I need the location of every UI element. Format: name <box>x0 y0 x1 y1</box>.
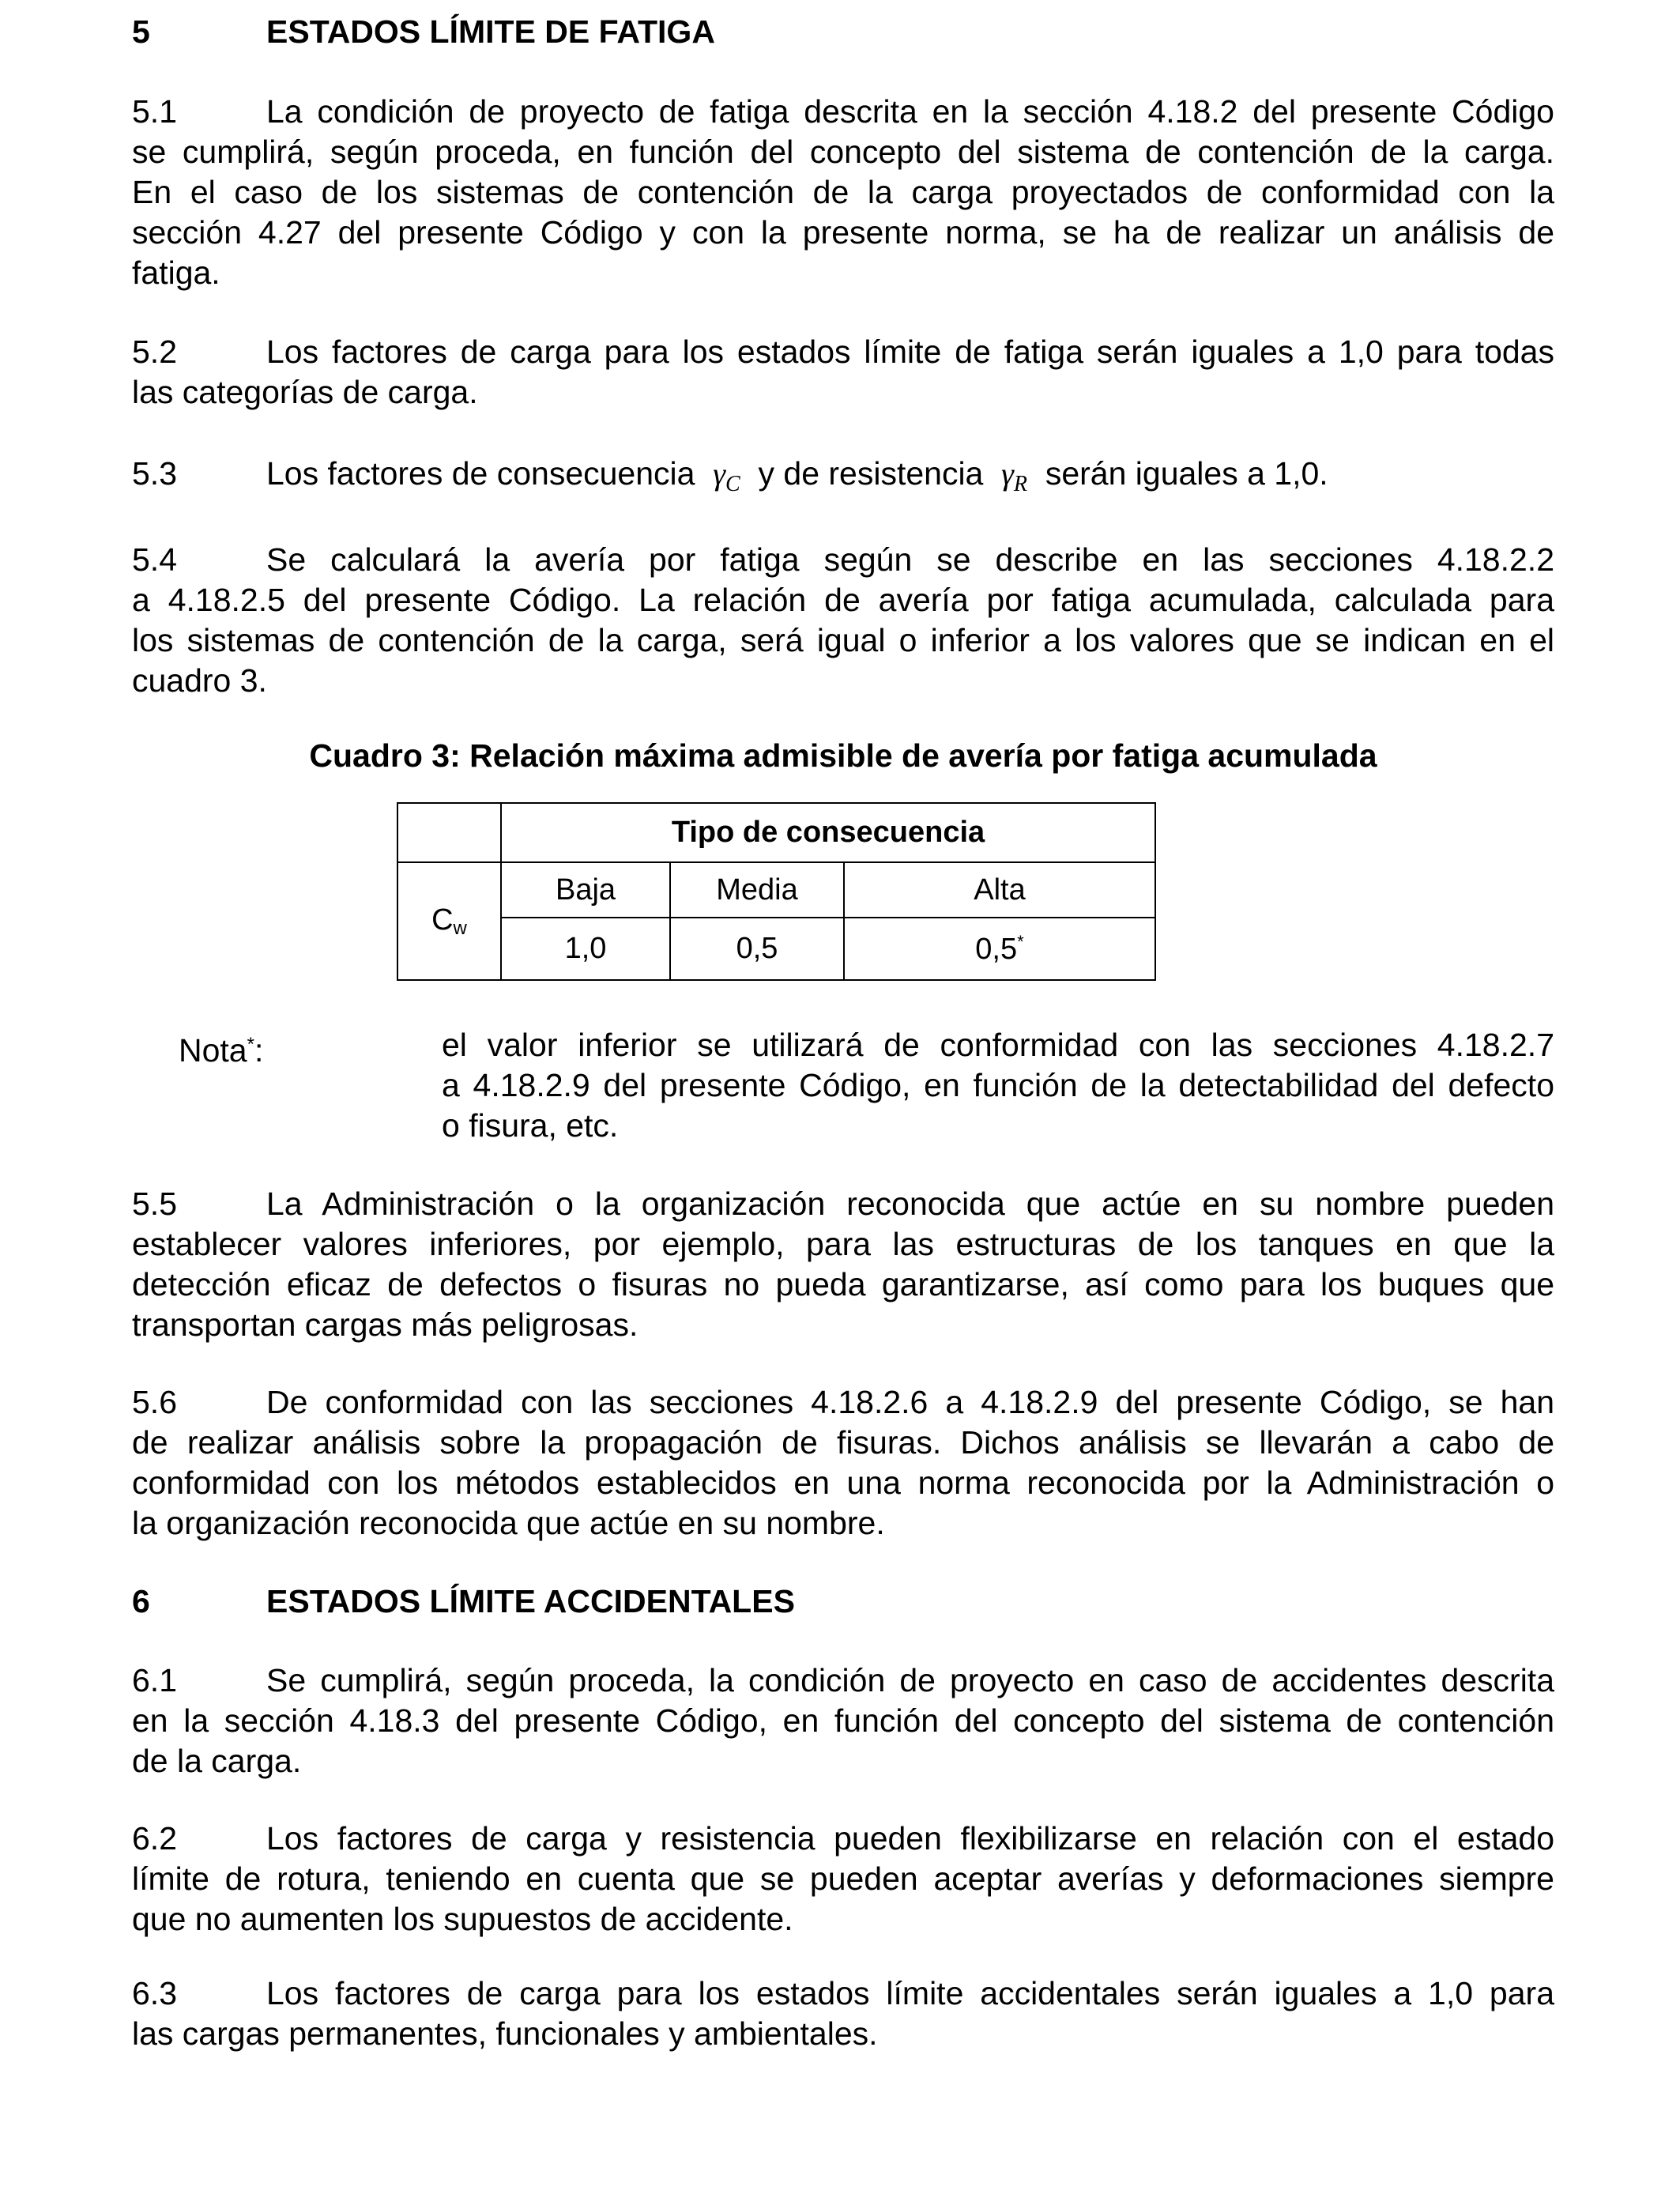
table-cell <box>844 918 1155 980</box>
paragraph-line: fatiga. <box>132 254 220 291</box>
line-text: y de resistencia <box>758 455 984 492</box>
paragraph-line: las categorías de carga. <box>132 374 478 410</box>
note-colon: : <box>254 1032 264 1069</box>
paragraph-number: 6.3 <box>132 1975 177 2011</box>
paragraph-line <box>132 1818 1554 1859</box>
paragraph-number: 5.4 <box>132 541 177 578</box>
line-text: Los factores de carga para los estados límite de fatiga serán iguales a 1,0 para todas <box>266 334 1554 370</box>
footnote-marker: * <box>247 1034 254 1055</box>
line-text: Se cumplirá, según proceda, la condición de proyecto en caso de accidentes descrita <box>266 1662 1554 1698</box>
paragraph-line: la organización reconocida que actúe en su nombre. <box>132 1505 885 1541</box>
gamma-glyph: γ <box>713 456 726 492</box>
subscript: C <box>725 472 740 496</box>
paragraph-line <box>132 453 1328 494</box>
table-group-header: Tipo de consecuencia <box>501 803 1155 862</box>
paragraph-line: cuadro 3. <box>132 662 267 699</box>
line-text: Los factores de carga y resistencia pueden flexibilizarse en relación con el estado <box>266 1820 1554 1857</box>
paragraph-line: que no aumenten los supuestos de accidente. <box>132 1901 793 1937</box>
paragraph-line <box>132 1183 1554 1224</box>
table-column-header: Alta <box>844 862 1155 918</box>
paragraph-line: sección 4.27 del presente Código y con la presente norma, se ha de realizar un análisis de <box>132 214 1554 251</box>
paragraph-line: las cargas permanentes, funcionales y ambientales. <box>132 2015 878 2052</box>
paragraph-number: 5.2 <box>132 334 177 370</box>
row-label-text: C <box>431 903 454 937</box>
paragraph-line: a 4.18.2.5 del presente Código. La relación de avería por fatiga acumulada, calculada para <box>132 582 1554 618</box>
paragraph-line: establecer valores inferiores, por ejemplo, para las estructuras de los tanques en que la <box>132 1226 1554 1262</box>
table-row-label <box>397 862 501 980</box>
cell-value: 0,5 <box>975 932 1018 966</box>
paragraph-line <box>132 331 1554 372</box>
paragraph-line <box>132 1382 1554 1423</box>
note-label <box>179 1024 263 1071</box>
table-cell: 0,5 <box>670 918 844 980</box>
row-label-subscript: w <box>453 917 467 939</box>
paragraph-line: los sistemas de contención de la carga, será igual o inferior a los valores que se indican en el <box>132 622 1554 658</box>
paragraph-line: En el caso de los sistemas de contención de la carga proyectados de conformidad con la <box>132 174 1554 210</box>
table-caption: Cuadro 3: Relación máxima admisible de avería por fatiga acumulada <box>309 737 1377 774</box>
fatigue-damage-table <box>397 802 1156 981</box>
paragraph-number: 5.3 <box>132 455 177 492</box>
paragraph-line: límite de rotura, teniendo en cuenta que se pueden aceptar averías y deformaciones siempre <box>132 1860 1554 1897</box>
section-number: 5 <box>132 13 150 50</box>
paragraph-number: 5.1 <box>132 93 177 130</box>
paragraph-line: se cumplirá, según proceda, en función del concepto del sistema de contención de la carga. <box>132 134 1554 170</box>
paragraph-number: 6.1 <box>132 1662 177 1698</box>
line-text: De conformidad con las secciones 4.18.2.6 a 4.18.2.9 del presente Código, se han <box>266 1384 1554 1420</box>
table-cell: 1,0 <box>501 918 670 980</box>
note-line: o fisura, etc. <box>442 1107 619 1144</box>
paragraph-number: 5.6 <box>132 1384 177 1420</box>
paragraph-line: transportan cargas más peligrosas. <box>132 1306 638 1343</box>
subscript: R <box>1013 472 1028 496</box>
gamma-c-symbol <box>713 456 740 496</box>
section-title: ESTADOS LÍMITE ACCIDENTALES <box>266 1583 795 1619</box>
paragraph-line <box>132 539 1554 580</box>
paragraph-line: conformidad con los métodos establecidos en una norma reconocida por la Administración o <box>132 1465 1554 1501</box>
section-number: 6 <box>132 1583 150 1619</box>
gamma-glyph: γ <box>1001 456 1014 492</box>
section-heading <box>132 1581 795 1622</box>
note-line: a 4.18.2.9 del presente Código, en función de la detectabilidad del defecto <box>442 1067 1554 1103</box>
paragraph-line <box>132 1660 1554 1701</box>
paragraph-line: de realizar análisis sobre la propagación de fisuras. Dichos análisis se llevarán a cabo de <box>132 1424 1554 1461</box>
line-text: La Administración o la organización reconocida que actúe en su nombre pueden <box>266 1186 1554 1222</box>
note-label-text: Nota <box>179 1032 247 1069</box>
section-title: ESTADOS LÍMITE DE FATIGA <box>266 13 715 50</box>
table-corner-cell <box>397 803 501 862</box>
paragraph-line <box>132 91 1554 132</box>
line-text: serán iguales a 1,0. <box>1045 455 1328 492</box>
paragraph-number: 5.5 <box>132 1186 177 1222</box>
table-column-header: Baja <box>501 862 670 918</box>
line-text: Los factores de carga para los estados límite accidentales serán iguales a 1,0 para <box>266 1975 1554 2011</box>
gamma-r-symbol <box>1001 456 1028 496</box>
note-line: el valor inferior se utilizará de conformidad con las secciones 4.18.2.7 <box>442 1027 1554 1063</box>
line-text: Los factores de consecuencia <box>266 455 695 492</box>
paragraph-line: detección eficaz de defectos o fisuras no pueda garantizarse, así como para los buques que <box>132 1266 1554 1302</box>
paragraph-line: en la sección 4.18.3 del presente Código, en función del concepto del sistema de contención <box>132 1702 1554 1739</box>
paragraph-line: de la carga. <box>132 1743 302 1779</box>
section-heading <box>132 11 715 52</box>
line-text: Se calculará la avería por fatiga según se describe en las secciones 4.18.2.2 <box>266 541 1554 578</box>
footnote-marker: * <box>1017 931 1024 952</box>
line-text: La condición de proyecto de fatiga descrita en la sección 4.18.2 del presente Código <box>266 93 1554 130</box>
paragraph-line <box>132 1973 1554 2014</box>
paragraph-number: 6.2 <box>132 1820 177 1857</box>
table-column-header: Media <box>670 862 844 918</box>
